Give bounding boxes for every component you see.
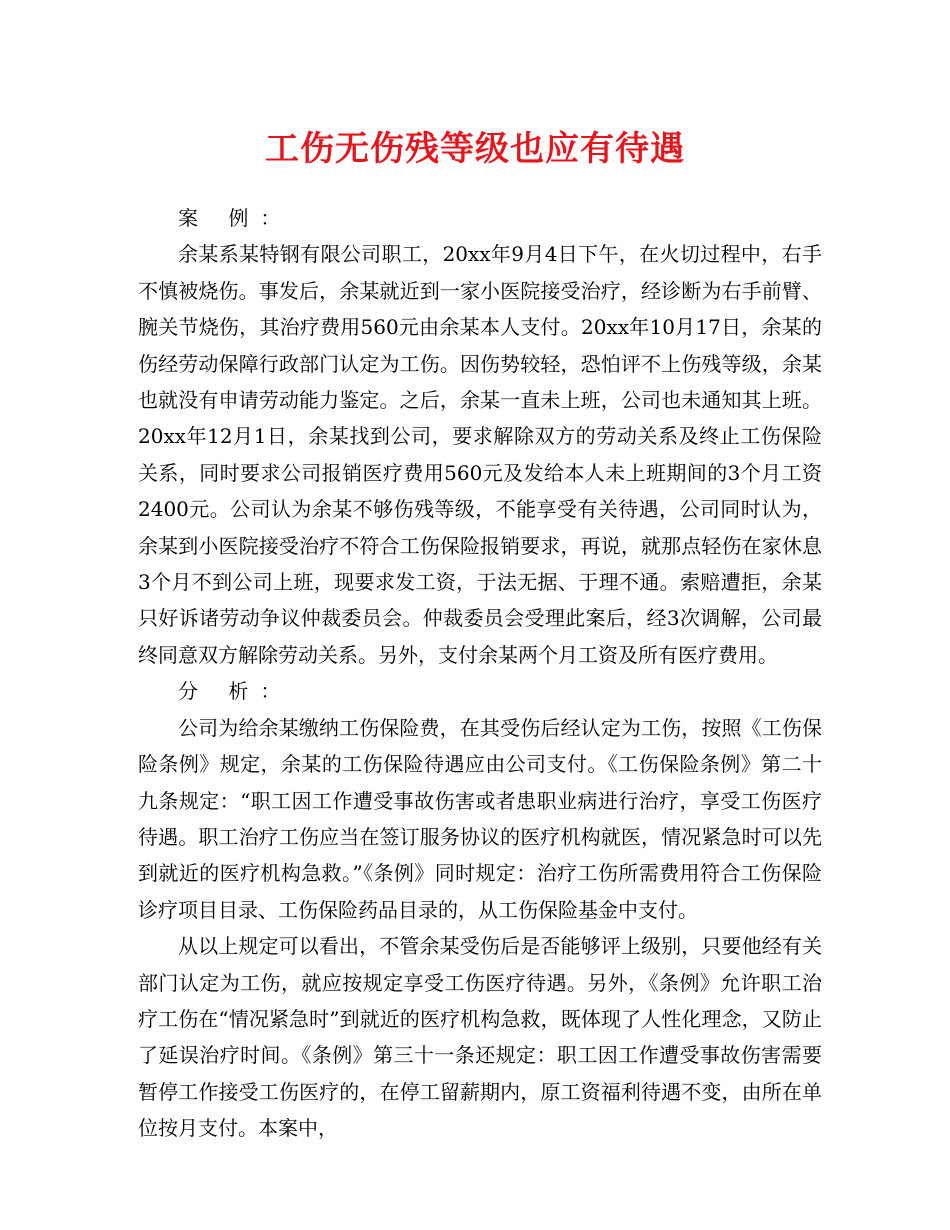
document-body [138, 200, 822, 1147]
analysis-heading: 分 析： [178, 679, 293, 704]
analysis-paragraph: 公司为给余某缴纳工伤保险费，在其受伤后经认定为工伤，按照《工伤保险条例》规定，余某的工伤保险待遇应由公司支付。《工伤保险条例》第二十九条规定：“职工因工作遭受事故伤害或者患职业病进行治疗，享受工伤医疗待遇。职工治疗工伤应当在签订服务协议的医疗机构就医，情况紧急时可以先到就近的医疗机构急救。”《条例》同时规定：治疗工伤所需费用符合工伤保险诊疗项目目录、工伤保险药品目录的，从工伤保险基金中支付。 [138, 715, 822, 922]
case-paragraph: 余某系某特钢有限公司职工，20xx年9月4日下午，在火切过程中，右手不慎被烧伤。事发后，余某就近到一家小医院接受治疗，经诊断为右手前臂、腕关节烧伤，其治疗费用560元由余某本人支付。20xx年10月17日，余某的伤经劳动保障行政部门认定为工伤。因伤势较轻，恐怕评不上伤残等级，余某也就没有申请劳动能力鉴定。之后，余某一直未上班，公司也未通知其上班。20xx年12月1日，余某找到公司，要求解除双方的劳动关系及终止工伤保险关系，同时要求公司报销医疗费用560元及发给本人未上班期间的3个月工资2400元。公司认为余某不够伤残等级，不能享受有关待遇，公司同时认为，余某到小医院接受治疗不符合工伤保险报销要求，再说，就那点轻伤在家休息3个月不到公司上班，现要求发工资，于法无据、于理不通。索赔遭拒，余某只好诉诸劳动争议仲裁委员会。仲裁委员会受理此案后，经3次调解，公司最终同意双方解除劳动关系。另外，支付余某两个月工资及所有医疗费用。 [138, 242, 822, 667]
case-heading: 案 例： [178, 206, 293, 230]
analysis-paragraph: 从以上规定可以看出，不管余某受伤后是否能够评上级别，只要他经有关部门认定为工伤，就应按规定享受工伤医疗待遇。另外，《条例》允许职工治疗工伤在“情况紧急时”到就近的医疗机构急救，既体现了人性化理念，又防止了延误治疗时间。《条例》第三十一条还规定：职工因工作遭受事故伤害需要暂停工作接受工伤医疗的，在停工留薪期内，原工资福利待遇不变，由所在单位按月支付。本案中， [138, 934, 822, 1141]
document-title: 工伤无伤残等级也应有待遇 [265, 129, 685, 169]
